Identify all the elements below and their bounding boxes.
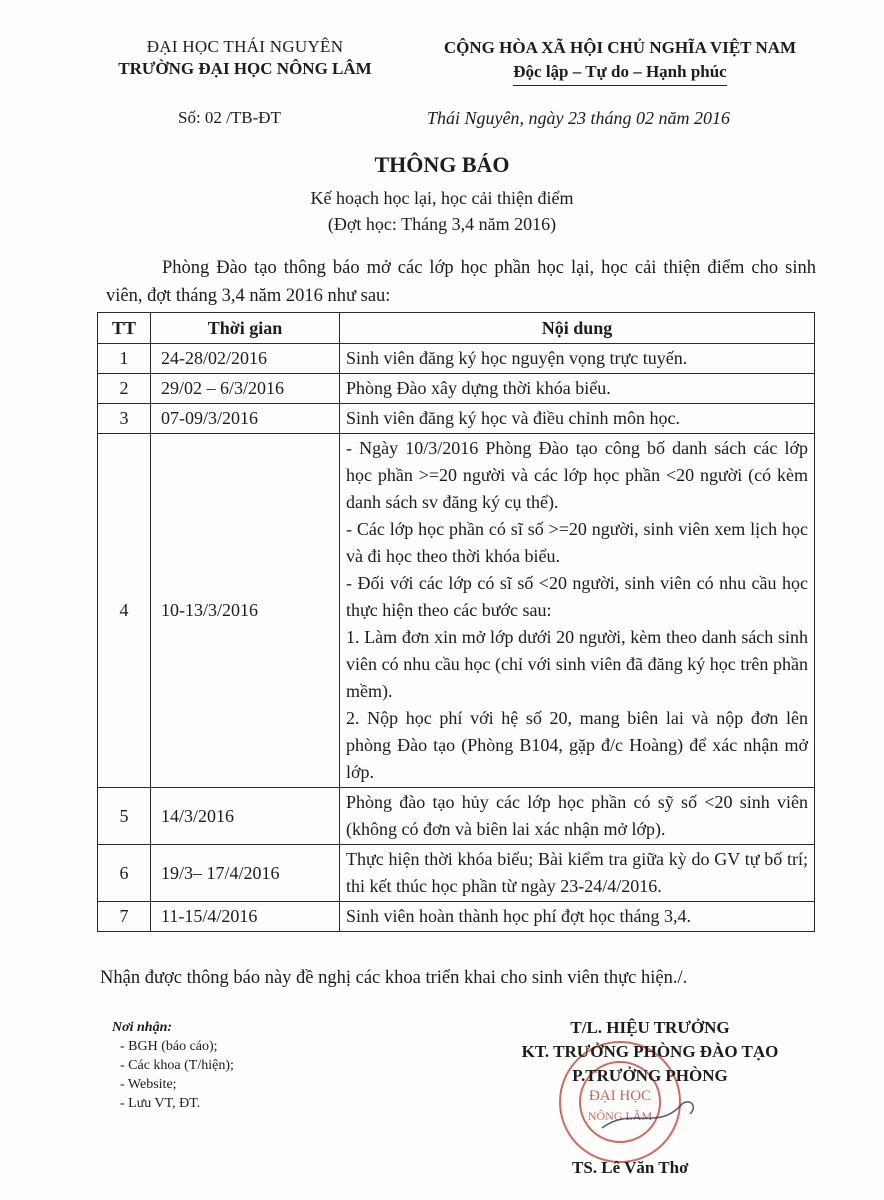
cell-content: [340, 902, 815, 932]
cell-time: 10-13/3/2016: [151, 434, 340, 788]
cell-content: [340, 788, 815, 845]
signature-role: P.TRƯỞNG PHÒNG: [572, 1066, 728, 1085]
cell-content: [340, 404, 815, 434]
cell-tt: 2: [98, 374, 151, 404]
content-line: Thực hiện thời khóa biểu; Bài kiểm tra giữa kỳ do GV tự bố trí; thi kết thúc học phần từ ngày 23-24/4/2016.: [346, 849, 808, 896]
table-row: [98, 788, 815, 845]
recipient-item: - Website;: [120, 1077, 177, 1092]
cell-content: [340, 845, 815, 902]
cell-content: [340, 434, 815, 788]
cell-tt: 4: [98, 434, 151, 788]
cell-time: 14/3/2016: [151, 788, 340, 845]
content-line: 1. Làm đơn xin mở lớp dưới 20 người, kèm theo danh sách sinh viên có nhu cầu học (chỉ với sinh viên đã đăng ký học trên phần mềm).: [346, 627, 808, 701]
column-header-tt: TT: [98, 313, 151, 344]
content-line: Sinh viên đăng ký học nguyện vọng trực tuyến.: [346, 348, 688, 368]
document-number: Số: 02 /TB-ĐT: [178, 108, 281, 127]
table-row: [98, 434, 815, 788]
conclusion-text: Nhận được thông báo này đề nghị các khoa triển khai cho sinh viên thực hiện./.: [100, 968, 688, 988]
national-header: [410, 36, 830, 86]
content-line: - Ngày 10/3/2016 Phòng Đào tạo công bố danh sách các lớp học phần >=20 người và các lớp học phần <20 người (có kèm danh sách sv đăng ký cụ thể).: [346, 438, 808, 512]
cell-time: 24-28/02/2016: [151, 344, 340, 374]
content-line: - Các lớp học phần có sĩ số >=20 người, sinh viên xem lịch học và đi học theo thời khóa biểu.: [346, 519, 808, 566]
cell-tt: 1: [98, 344, 151, 374]
cell-time: 19/3– 17/4/2016: [151, 845, 340, 902]
signer-name: TS. Lê Văn Thơ: [572, 1158, 689, 1177]
content-line: Phòng Đào xây dựng thời khóa biểu.: [346, 378, 611, 398]
schedule-table: [97, 312, 815, 932]
table-row: [98, 404, 815, 434]
signature-block: [470, 1016, 830, 1088]
cell-tt: 5: [98, 788, 151, 845]
table-row: [98, 845, 815, 902]
recipient-item: - BGH (báo cáo);: [120, 1039, 218, 1054]
signature-position: KT. TRƯỞNG PHÒNG ĐÀO TẠO: [521, 1042, 779, 1061]
table-header-row: [98, 313, 815, 344]
table-row: [98, 902, 815, 932]
intro-paragraph: Phòng Đào tạo thông báo mở các lớp học phần học lại, học cải thiện điểm cho sinh viên, đợt tháng 3,4 năm 2016 như sau:: [106, 258, 816, 306]
issuer-header: [100, 36, 390, 80]
content-line: Sinh viên đăng ký học và điều chỉnh môn học.: [346, 408, 680, 428]
document-period: (Đợt học: Tháng 3,4 năm 2016): [327, 214, 557, 234]
column-header-content: Nội dung: [340, 313, 815, 344]
cell-time: 11-15/4/2016: [151, 902, 340, 932]
document-date: Thái Nguyên, ngày 23 tháng 02 năm 2016: [427, 108, 730, 128]
content-line: Sinh viên hoàn thành học phí đợt học tháng 3,4.: [346, 906, 691, 926]
content-line: Phòng đào tạo hủy các lớp học phần có sỹ số <20 sinh viên (không có đơn và biên lai xác nhận mở lớp).: [346, 792, 808, 839]
signature-authority: T/L. HIỆU TRƯỞNG: [570, 1018, 730, 1037]
document-subtitle: Kế hoạch học lại, học cải thiện điểm: [310, 188, 574, 208]
college-name: TRƯỜNG ĐẠI HỌC NÔNG LÂM: [118, 59, 372, 78]
cell-tt: 3: [98, 404, 151, 434]
cell-tt: 6: [98, 845, 151, 902]
document-title: THÔNG BÁO: [374, 152, 510, 177]
cell-tt: 7: [98, 902, 151, 932]
national-motto: Độc lập – Tự do – Hạnh phúc: [513, 60, 726, 86]
content-line: - Đối với các lớp có sĩ số <20 người, sinh viên có nhu cầu học thực hiện theo các bước sau:: [346, 573, 808, 620]
recipients-heading: Nơi nhận:: [112, 1020, 173, 1035]
column-header-time: Thời gian: [151, 313, 340, 344]
content-line: 2. Nộp học phí với hệ số 20, mang biên lai và nộp đơn lên phòng Đào tạo (Phòng B104, gặp đ/c Hoàng) để xác nhận mở lớp.: [346, 708, 808, 782]
table-row: [98, 374, 815, 404]
table-row: [98, 344, 815, 374]
cell-time: 29/02 – 6/3/2016: [151, 374, 340, 404]
cell-content: [340, 374, 815, 404]
cell-time: 07-09/3/2016: [151, 404, 340, 434]
recipient-item: - Lưu VT, ĐT.: [120, 1096, 201, 1111]
university-name: ĐẠI HỌC THÁI NGUYÊN: [146, 37, 344, 56]
country-name: CỘNG HÒA XÃ HỘI CHỦ NGHĨA VIỆT NAM: [443, 38, 797, 57]
cell-content: [340, 344, 815, 374]
seal-text-main: ĐẠI HỌC: [588, 1088, 652, 1104]
seal-text-sub: NÔNG LÂM: [587, 1109, 653, 1123]
recipients-block: [112, 1018, 234, 1113]
recipient-item: - Các khoa (T/hiện);: [120, 1058, 234, 1073]
